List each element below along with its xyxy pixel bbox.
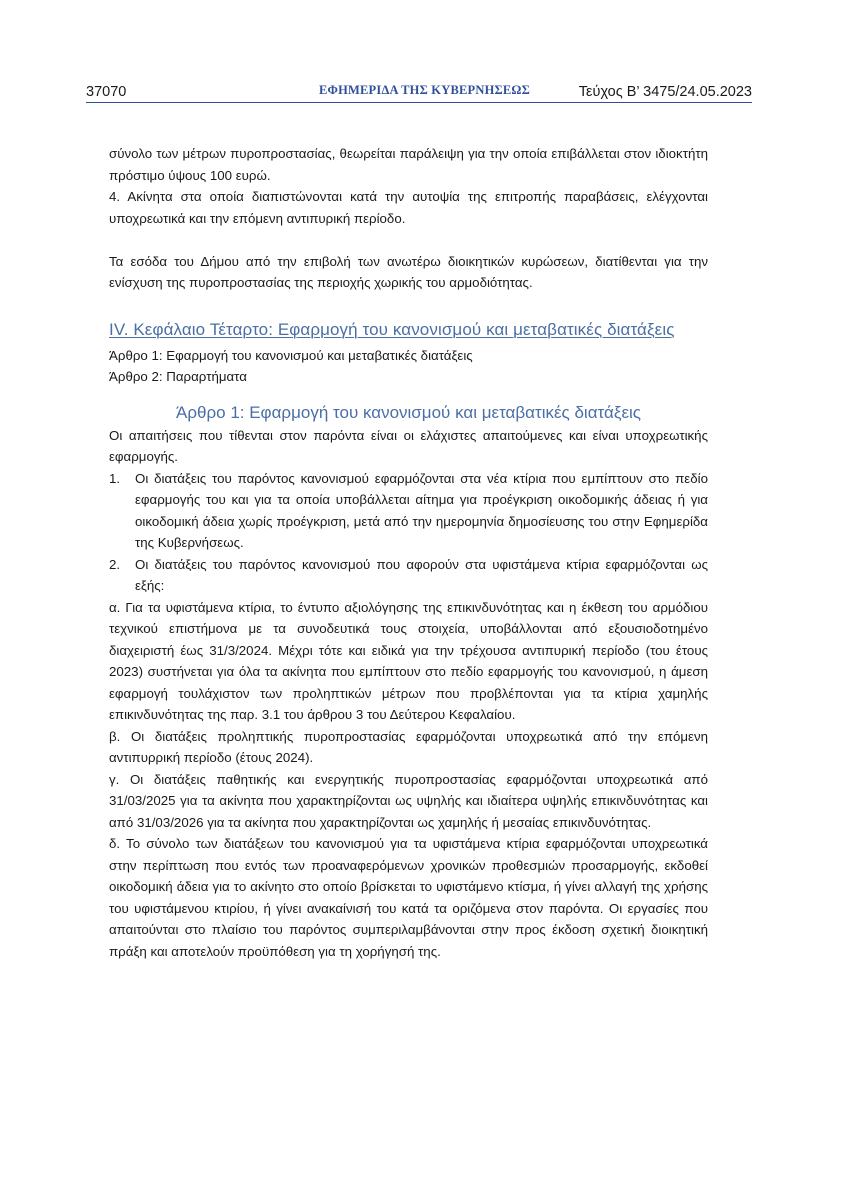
chapter-heading-link[interactable]: IV. Κεφάλαιο Τέταρτο: Εφαρμογή του κανονισμού και μεταβατικές διατάξεις bbox=[109, 319, 675, 339]
item-number: 1. bbox=[109, 470, 121, 486]
body-paragraph: σύνολο των μέτρων πυροπροστασίας, θεωρείται παράλειψη για την οποία επιβάλλεται στον ιδιοκτήτη πρόστιμο ύψους 100 ευρώ. bbox=[109, 146, 708, 183]
lettered-paragraph: β. Οι διατάξεις προληπτικής πυροπροστασίας εφαρμόζονται υποχρεωτικά από την επόμενη αντιπυρρική περίοδο (έτους 2024). bbox=[109, 728, 708, 765]
numbered-item bbox=[109, 468, 708, 554]
issue-info: Τεύχος Β’ 3475/24.05.2023 bbox=[578, 84, 752, 100]
revenue-paragraph: Τα εσόδα του Δήμου από την επιβολή των ανωτέρω διοικητικών κυρώσεων, διατίθενται για την ενίσχυση της πυροπροστασίας της περιοχής χωρικής του αρμοδιότητας. bbox=[109, 253, 708, 290]
document-body bbox=[109, 143, 708, 962]
body-paragraph: 4. Ακίνητα στα οποία διαπιστώνονται κατά την αυτοψία της επιτροπής παραβάσεις, ελέγχονται υποχρεωτικά και την επόμενη αντιπυρική περίοδο. bbox=[109, 189, 708, 226]
lettered-paragraph: δ. Το σύνολο των διατάξεων του κανονισμού για τα υφιστάμενα κτίρια εφαρμόζονται υποχρεωτικά στην περίπτωση που εντός των προαναφερόμενων χρονικών προθεσμιών προσαρμογής, εκδοθεί οικοδομική άδεια για το ακίνητο στο οποίο βρίσκεται το υφιστάμενο κτίσμα, ή γίνει αλλαγή της χρήσης του υφιστάμενου κτιρίου, ή γίνει ανακαίνισή του κατά τα οριζόμενα στον παρόντα. Οι εργασίες που απαιτούνται στο πλαίσιο του παρόντος συμπεριλαμβάνονται στην προς έκδοση σχετική διοικητική πράξη και αποτελούν προϋπόθεση για τη χορήγησή της. bbox=[109, 836, 708, 959]
paragraph-spacer bbox=[109, 229, 708, 251]
toc-entry: Άρθρο 1: Εφαρμογή του κανονισμού και μεταβατικές διατάξεις bbox=[109, 347, 473, 363]
page-number: 37070 bbox=[86, 84, 127, 100]
gazette-title: ΕΦΗΜΕΡΙΔΑ ΤΗΣ ΚΥΒΕΡΝΗΣΕΩΣ bbox=[319, 83, 530, 97]
lettered-paragraph: α. Για τα υφιστάμενα κτίρια, το έντυπο αξιολόγησης της επικινδυνότητας και η έκθεση του αρμόδιου τεχνικού επιστήμονα με τα συνοδευτικά τους στοιχεία, υποβάλλονται από εξουσιοδοτημένο διαχειριστή έως 31/3/2024. Μέχρι τότε και ειδικά για την τρέχουσα αντιπυρική περίοδο (του έτους 2023) συστήνεται για όλα τα ακίνητα που εμπίπτουν στο πεδίο εφαρμογής του κανονισμού, η άμεση εφαρμογή τουλάχιστον των προληπτικών μέτρων που προβλέπονται για τα κτίρια χαμηλής επικινδυνότητας της παρ. 3.1 του άρθρου 3 του Δεύτερου Κεφαλαίου. bbox=[109, 599, 708, 722]
article-heading: Άρθρο 1: Εφαρμογή του κανονισμού και μεταβατικές διατάξεις bbox=[176, 402, 641, 422]
numbered-item bbox=[109, 554, 708, 597]
toc-entry: Άρθρο 2: Παραρτήματα bbox=[109, 369, 247, 384]
item-text: Οι διατάξεις του παρόντος κανονισμού εφαρμόζονται στα νέα κτίρια που εμπίπτουν στο πεδίο εφαρμογής του και για τα οποία υποβάλλεται αίτημα για προέγκριση οικοδομικής άδειας ή για οικοδομική άδεια χωρίς προέγκριση, μετά από την ημερομηνία δημοσίευσης του στην Εφημερίδα της Κυβερνήσεως. bbox=[135, 470, 708, 550]
item-number: 2. bbox=[109, 556, 121, 572]
lettered-paragraph: γ. Οι διατάξεις παθητικής και ενεργητικής πυροπροστασίας εφαρμόζονται υποχρεωτικά από 31/03/2025 για τα ακίνητα που χαρακτηρίζονται ως υψηλής και ιδιαίτερα υψηλής επικινδυνότητας και από 31/03/2026 για τα ακίνητα που χαρακτηρίζονται ως χαμηλής ή μεσαίας επικινδυνότητας. bbox=[109, 771, 708, 830]
article-intro: Οι απαιτήσεις που τίθενται στον παρόντα είναι οι ελάχιστες απαιτούμενες και είναι υποχρεωτικής εφαρμογής. bbox=[109, 427, 708, 464]
header-divider bbox=[86, 102, 752, 103]
page-header bbox=[0, 0, 849, 110]
item-text: Οι διατάξεις του παρόντος κανονισμού που αφορούν στα υφιστάμενα κτίρια εφαρμόζονται ως εξής: bbox=[135, 556, 708, 593]
